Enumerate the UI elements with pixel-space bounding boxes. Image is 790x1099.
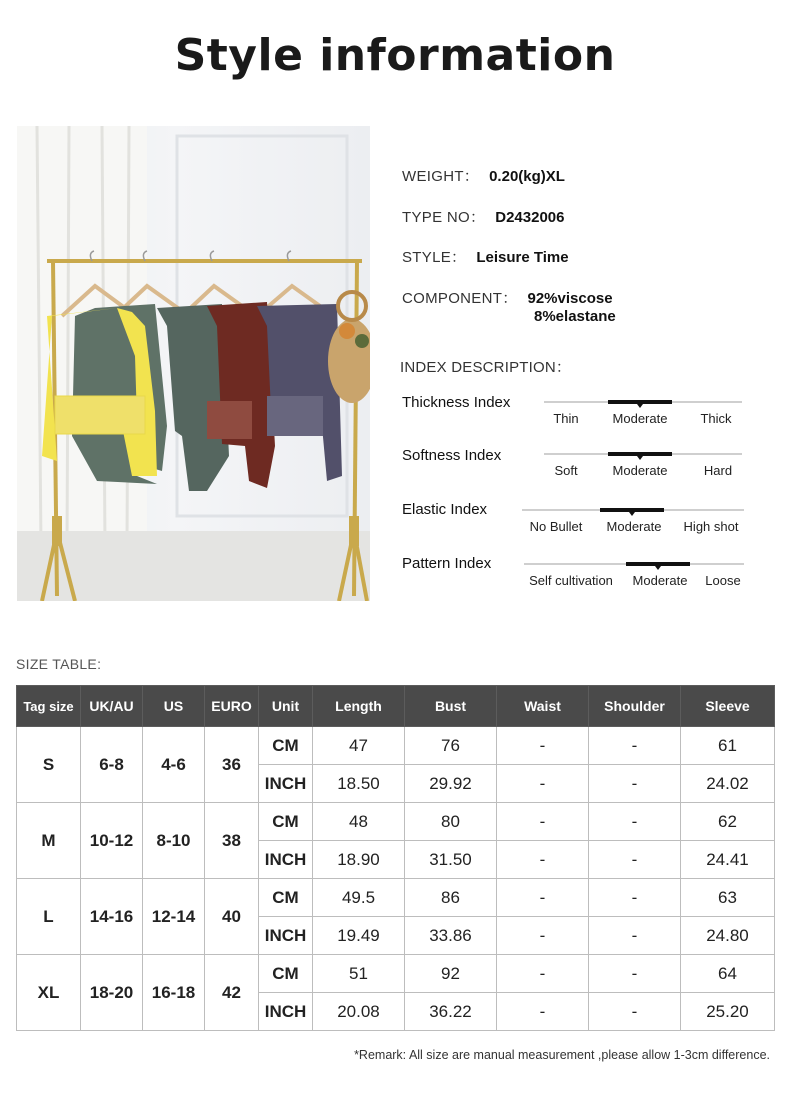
waist-cell: - (497, 765, 589, 803)
pattern-option: Self cultivation (529, 573, 613, 588)
shoulder-cell: - (589, 879, 681, 917)
unit-cell: INCH (259, 765, 313, 803)
shoulder-cell: - (589, 993, 681, 1031)
euro-cell: 38 (205, 803, 259, 879)
size-table (16, 685, 775, 1031)
thickness-label: Thickness Index (402, 394, 511, 411)
euro-cell: 36 (205, 727, 259, 803)
remark-note: *Remark: All size are manual measurement ,please allow 1-3cm difference. (354, 1048, 770, 1062)
sleeve-cell: 24.02 (681, 765, 775, 803)
elastic-option: No Bullet (529, 519, 583, 534)
header-cell: Sleeve (681, 686, 775, 727)
bust-cell: 29.92 (405, 765, 497, 803)
bust-cell: 92 (405, 955, 497, 993)
pattern-scale (524, 563, 744, 593)
us-cell: 12-14 (143, 879, 205, 955)
waist-cell: - (497, 955, 589, 993)
length-cell: 18.90 (313, 841, 405, 879)
bust-cell: 86 (405, 879, 497, 917)
euro-cell: 42 (205, 955, 259, 1031)
waist-cell: - (497, 993, 589, 1031)
sleeve-cell: 24.80 (681, 917, 775, 955)
length-cell: 48 (313, 803, 405, 841)
euro-cell: 40 (205, 879, 259, 955)
header-cell: US (143, 686, 205, 727)
thickness-option: Thick (700, 411, 732, 426)
uk-cell: 14-16 (81, 879, 143, 955)
header-cell: Unit (259, 686, 313, 727)
table-row (17, 879, 775, 917)
elastic-label: Elastic Index (402, 501, 488, 518)
uk-cell: 10-12 (81, 803, 143, 879)
weight-label: WEIGHT： (402, 168, 480, 185)
shoulder-cell: - (589, 727, 681, 765)
unit-cell: CM (259, 955, 313, 993)
header-cell: Bust (405, 686, 497, 727)
weight-row (402, 165, 565, 186)
elastic-option: High shot (683, 519, 739, 534)
waist-cell: - (497, 917, 589, 955)
component-value-1: 92%viscose (527, 290, 613, 307)
unit-cell: CM (259, 727, 313, 765)
shoulder-cell: - (589, 955, 681, 993)
component-row (402, 287, 613, 308)
us-cell: 8-10 (143, 803, 205, 879)
product-photo (17, 126, 370, 601)
bust-cell: 36.22 (405, 993, 497, 1031)
unit-cell: INCH (259, 917, 313, 955)
size-table-title: SIZE TABLE: (16, 656, 102, 672)
type-label: TYPE NO： (402, 209, 486, 226)
shoulder-cell: - (589, 841, 681, 879)
waist-cell: - (497, 803, 589, 841)
us-cell: 4-6 (143, 727, 205, 803)
table-row (17, 803, 775, 841)
shoulder-cell: - (589, 917, 681, 955)
softness-option: Soft (554, 463, 578, 478)
style-row (402, 246, 569, 267)
shoulder-cell: - (589, 765, 681, 803)
header-cell: UK/AU (81, 686, 143, 727)
elastic-option: Moderate (606, 519, 662, 534)
bust-cell: 31.50 (405, 841, 497, 879)
header-cell: Waist (497, 686, 589, 727)
sleeve-cell: 62 (681, 803, 775, 841)
softness-scale (544, 453, 742, 483)
table-row (17, 955, 775, 993)
unit-cell: CM (259, 879, 313, 917)
thickness-option: Thin (553, 411, 579, 426)
length-cell: 51 (313, 955, 405, 993)
unit-cell: INCH (259, 993, 313, 1031)
waist-cell: - (497, 841, 589, 879)
header-cell: Length (313, 686, 405, 727)
table-row (17, 727, 775, 765)
size-cell: L (17, 879, 81, 955)
header-cell: Shoulder (589, 686, 681, 727)
sleeve-cell: 25.20 (681, 993, 775, 1031)
bust-cell: 33.86 (405, 917, 497, 955)
shoulder-cell: - (589, 803, 681, 841)
size-cell: M (17, 803, 81, 879)
bust-cell: 76 (405, 727, 497, 765)
header-cell: EURO (205, 686, 259, 727)
bust-cell: 80 (405, 803, 497, 841)
component-value-2: 8%elastane (534, 308, 616, 325)
type-value: D2432006 (495, 209, 565, 226)
length-cell: 20.08 (313, 993, 405, 1031)
pattern-option: Loose (705, 573, 741, 588)
sleeve-cell: 24.41 (681, 841, 775, 879)
sleeve-cell: 63 (681, 879, 775, 917)
elastic-scale (522, 509, 744, 539)
sleeve-cell: 64 (681, 955, 775, 993)
unit-cell: CM (259, 803, 313, 841)
style-value: Leisure Time (476, 249, 569, 266)
style-label: STYLE： (402, 249, 467, 266)
length-cell: 47 (313, 727, 405, 765)
index-title: INDEX DESCRIPTION： (400, 359, 572, 376)
thickness-scale (544, 401, 742, 431)
length-cell: 49.5 (313, 879, 405, 917)
us-cell: 16-18 (143, 955, 205, 1031)
weight-value: 0.20(kg)XL (489, 168, 565, 185)
header-cell: Tag size (17, 686, 81, 727)
type-row (402, 206, 564, 227)
component-label: COMPONENT： (402, 290, 518, 307)
size-cell: XL (17, 955, 81, 1031)
sleeve-cell: 61 (681, 727, 775, 765)
softness-label: Softness Index (402, 447, 502, 464)
uk-cell: 6-8 (81, 727, 143, 803)
waist-cell: - (497, 727, 589, 765)
length-cell: 18.50 (313, 765, 405, 803)
pattern-label: Pattern Index (402, 555, 492, 572)
uk-cell: 18-20 (81, 955, 143, 1031)
waist-cell: - (497, 879, 589, 917)
thickness-option: Moderate (612, 411, 668, 426)
unit-cell: INCH (259, 841, 313, 879)
page-title: Style information (174, 30, 616, 81)
size-table-header (17, 686, 775, 727)
softness-option: Moderate (612, 463, 668, 478)
length-cell: 19.49 (313, 917, 405, 955)
pattern-option: Moderate (632, 573, 688, 588)
softness-option: Hard (703, 463, 733, 478)
size-cell: S (17, 727, 81, 803)
